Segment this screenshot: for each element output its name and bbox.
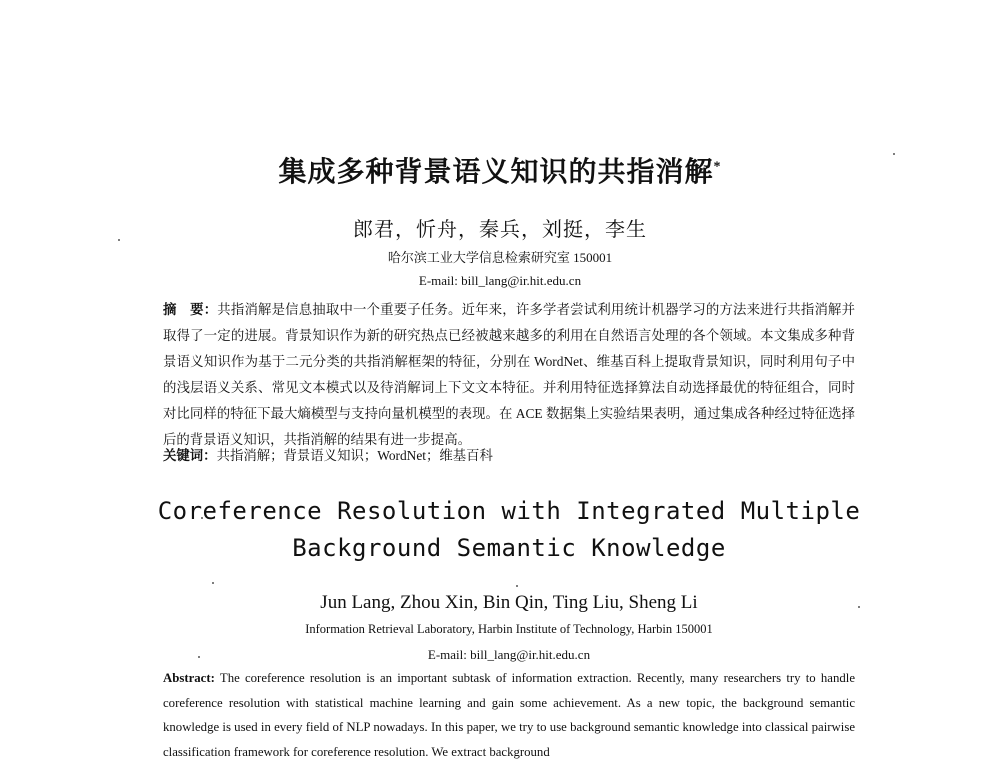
english-affiliation: Information Retrieval Laboratory, Harbin Institute of Technology, Harbin 150001 (305, 622, 713, 636)
english-title (0, 493, 1000, 567)
english-authors: Jun Lang, Zhou Xin, Bin Qin, Ting Liu, Sheng Li (320, 592, 698, 613)
scan-speck (212, 582, 214, 584)
chinese-keywords (163, 446, 855, 466)
title-footnote-mark: * (713, 159, 722, 175)
chinese-keywords-label: 关键词： (163, 448, 217, 463)
chinese-abstract-text: 共指消解是信息抽取中一个重要子任务。近年来，许多学者尝试利用统计机器学习的方法来进行共指消解并取得了一定的进展。背景知识作为新的研究热点已经被越来越多的利用在自然语言处理的各个领域。本文集成多种背景语义知识作为基于二元分类的共指消解框架的特征，分别在 WordNet、维基百科上提取背景知识，同时利用句子中的浅层语义关系、常见文本模式以及待消解词上下文文本特征。并利用特征选择算法自动选择最优的特征组合，同时对比同样的特征下最大熵模型与支持向量机模型的表现。在 ACE 数据集上实验结果表明，通过集成各种经过特征选择后的背景语义知识，共指消解的结果有进一步提高。 (163, 302, 856, 447)
chinese-title (0, 150, 1000, 190)
chinese-email: E-mail: bill_lang@ir.hit.edu.cn (418, 273, 582, 288)
chinese-abstract-label: 摘 要： (163, 302, 218, 317)
chinese-keywords-text: 共指消解；背景语义知识；WordNet；维基百科 (216, 448, 493, 463)
english-abstract-text: The coreference resolution is an important subtask of information extraction. Recently, many researchers try to handle coreference resolution with statistical machine learning and gain some achievement. As a new topic, the background semantic knowledge is used in every field of NLP nowadays. In this paper, we try to use background semantic knowledge into classical pairwise classification framework for coreference resolution. We extract background (163, 671, 856, 759)
chinese-affiliation: 哈尔滨工业大学信息检索研究室 150001 (387, 250, 613, 265)
chinese-title-text: 集成多种背景语义知识的共指消解 (278, 157, 714, 188)
scan-speck (516, 585, 518, 587)
english-abstract-label: Abstract: (163, 671, 215, 685)
english-title-line-1: Coreference Resolution with Integrated Multiple (157, 497, 861, 525)
chinese-abstract (163, 297, 855, 453)
english-email: E-mail: bill_lang@ir.hit.edu.cn (427, 647, 591, 662)
english-title-line-2: Background Semantic Knowledge (292, 534, 726, 562)
english-abstract (163, 666, 855, 760)
chinese-authors: 郎君，忻舟，秦兵，刘挺，李生 (353, 219, 647, 241)
